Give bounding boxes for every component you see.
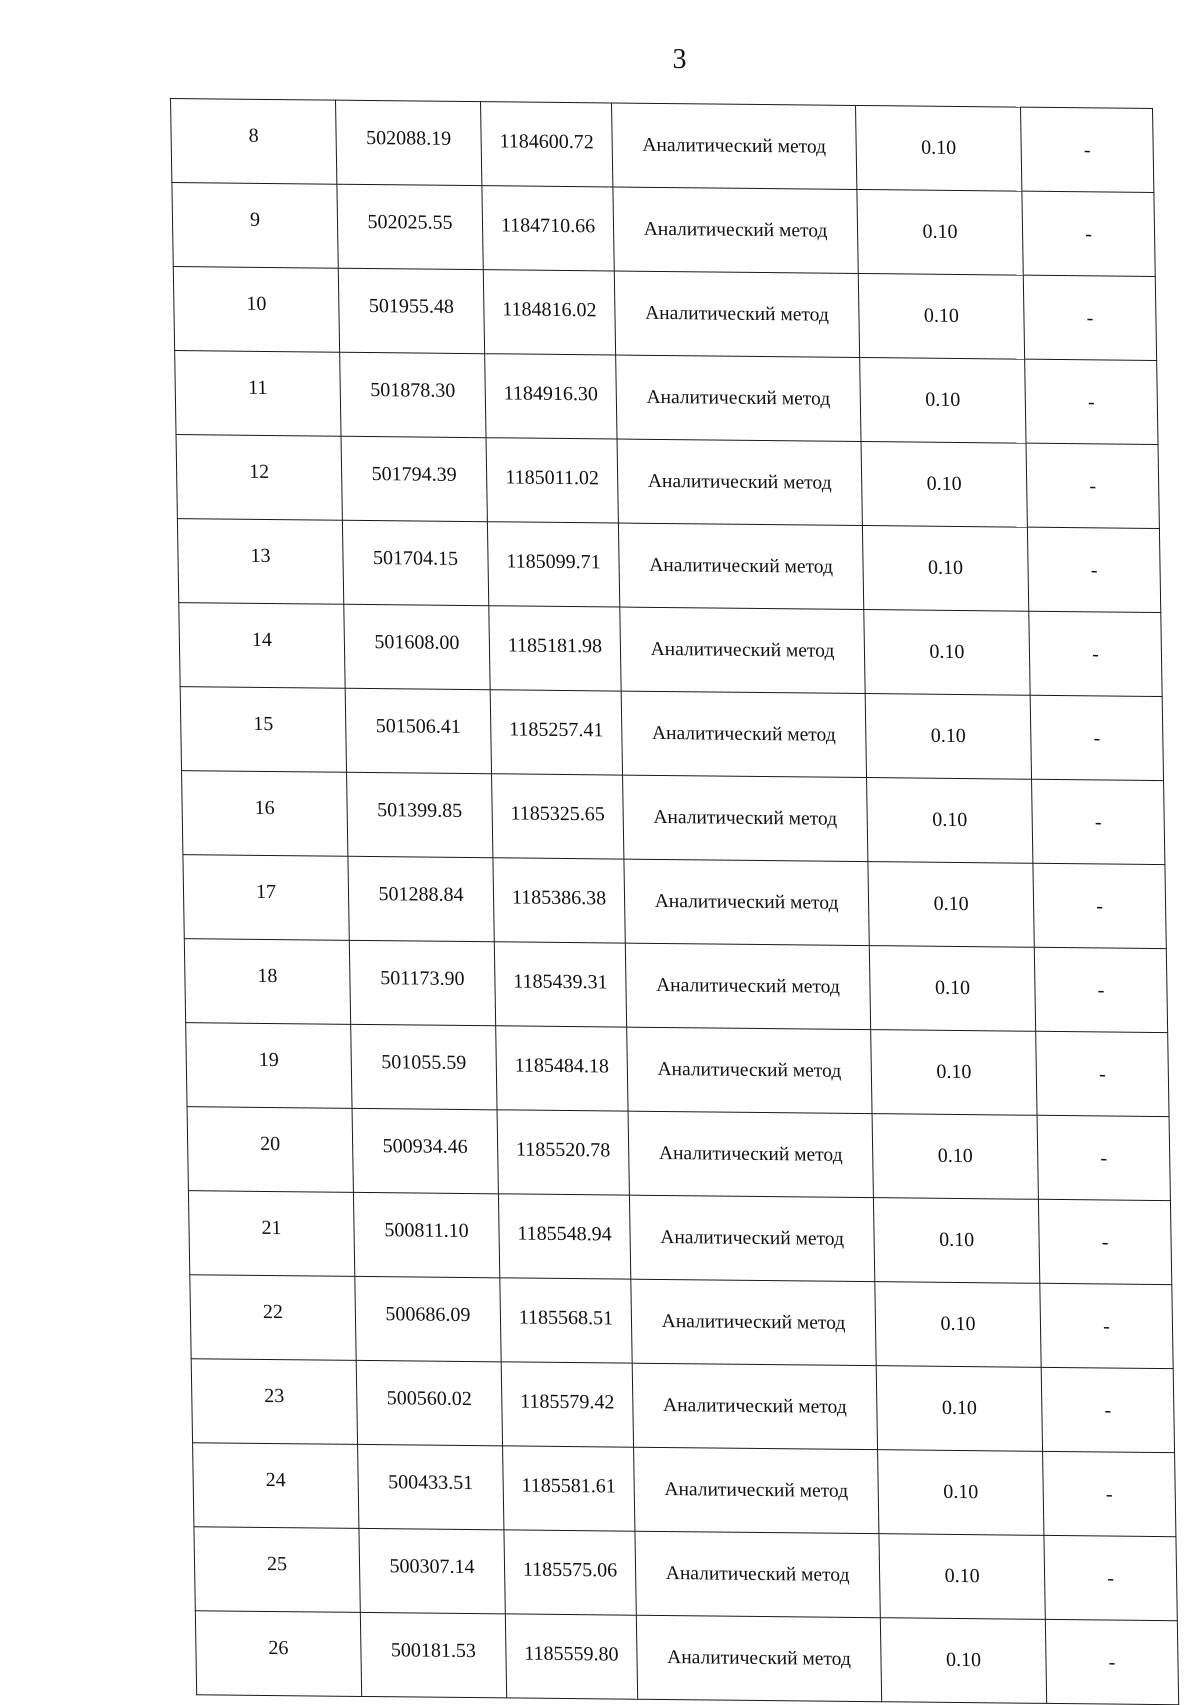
y-coordinate-cell: 1184916.30 <box>485 354 617 439</box>
accuracy-cell: 0.10 <box>878 1450 1044 1536</box>
x-coordinate-cell: 500811.10 <box>353 1192 499 1277</box>
method-cell: Аналитический метод <box>628 1111 873 1197</box>
point-number-cell: 8 <box>171 99 337 185</box>
note-cell: - <box>1044 1535 1177 1620</box>
point-number-cell: 22 <box>190 1275 356 1361</box>
coordinates-table <box>170 98 1179 1705</box>
note-cell: - <box>1043 1451 1176 1536</box>
table-row <box>182 771 1165 865</box>
table-row <box>183 855 1166 949</box>
y-coordinate-cell: 1185011.02 <box>486 438 618 523</box>
y-coordinate-cell: 1185548.94 <box>498 1194 630 1279</box>
y-coordinate-cell: 1184600.72 <box>481 102 613 187</box>
table-row <box>180 687 1163 781</box>
method-cell: Аналитический метод <box>627 1027 872 1113</box>
note-cell: - <box>1025 359 1158 444</box>
y-coordinate-cell: 1185520.78 <box>497 1110 629 1195</box>
y-coordinate-cell: 1185484.18 <box>496 1026 628 1111</box>
note-cell: - <box>1030 695 1163 780</box>
point-number-cell: 19 <box>186 1023 352 1109</box>
point-number-cell: 13 <box>177 519 343 605</box>
note-cell: - <box>1040 1283 1173 1368</box>
table-row <box>177 519 1160 613</box>
accuracy-cell: 0.10 <box>873 1198 1039 1284</box>
accuracy-cell: 0.10 <box>857 189 1023 275</box>
table-row <box>187 1107 1170 1201</box>
y-coordinate-cell: 1185568.51 <box>500 1278 632 1363</box>
x-coordinate-cell: 501055.59 <box>351 1024 497 1109</box>
x-coordinate-cell: 501794.39 <box>341 436 487 521</box>
y-coordinate-cell: 1185579.42 <box>501 1362 633 1447</box>
y-coordinate-cell: 1185325.65 <box>492 774 624 859</box>
table-row <box>173 267 1156 361</box>
x-coordinate-cell: 501506.41 <box>345 688 491 773</box>
table-row <box>176 435 1159 529</box>
point-number-cell: 18 <box>184 939 350 1025</box>
x-coordinate-cell: 501173.90 <box>349 940 495 1025</box>
method-cell: Аналитический метод <box>632 1363 877 1449</box>
table-row <box>191 1359 1174 1453</box>
x-coordinate-cell: 501704.15 <box>342 520 488 605</box>
note-cell: - <box>1027 527 1160 612</box>
y-coordinate-cell: 1184816.02 <box>483 270 615 355</box>
table-row <box>195 1611 1178 1705</box>
point-number-cell: 26 <box>195 1611 361 1697</box>
note-cell: - <box>1036 1031 1169 1116</box>
table-row <box>179 603 1162 697</box>
note-cell: - <box>1026 443 1159 528</box>
table-row <box>184 939 1167 1033</box>
method-cell: Аналитический метод <box>631 1279 876 1365</box>
table-row <box>193 1443 1176 1537</box>
method-cell: Аналитический метод <box>613 187 858 273</box>
x-coordinate-cell: 501878.30 <box>340 352 486 437</box>
x-coordinate-cell: 500686.09 <box>355 1276 501 1361</box>
accuracy-cell: 0.10 <box>872 1114 1038 1200</box>
note-cell: - <box>1041 1367 1174 1452</box>
note-cell: - <box>1029 611 1162 696</box>
y-coordinate-cell: 1185257.41 <box>490 690 622 775</box>
method-cell: Аналитический метод <box>621 691 866 777</box>
accuracy-cell: 0.10 <box>858 273 1024 359</box>
y-coordinate-cell: 1185386.38 <box>493 858 625 943</box>
accuracy-cell: 0.10 <box>876 1366 1042 1452</box>
method-cell: Аналитический метод <box>635 1531 880 1617</box>
x-coordinate-cell: 500433.51 <box>358 1444 504 1529</box>
method-cell: Аналитический метод <box>623 775 868 861</box>
note-cell: - <box>1021 107 1154 192</box>
table-row <box>194 1527 1177 1621</box>
point-number-cell: 15 <box>180 687 346 773</box>
point-number-cell: 25 <box>194 1527 360 1613</box>
coordinates-table-body <box>171 99 1179 1705</box>
accuracy-cell: 0.10 <box>860 357 1026 443</box>
accuracy-cell: 0.10 <box>875 1282 1041 1368</box>
method-cell: Аналитический метод <box>618 523 863 609</box>
point-number-cell: 23 <box>191 1359 357 1445</box>
accuracy-cell: 0.10 <box>879 1534 1045 1620</box>
method-cell: Аналитический метод <box>612 103 857 189</box>
x-coordinate-cell: 501955.48 <box>338 268 484 353</box>
accuracy-cell: 0.10 <box>862 526 1028 612</box>
y-coordinate-cell: 1185439.31 <box>494 942 626 1027</box>
x-coordinate-cell: 501288.84 <box>348 856 494 941</box>
page-number: 3 <box>672 44 688 75</box>
x-coordinate-cell: 500181.53 <box>360 1612 506 1697</box>
accuracy-cell: 0.10 <box>867 778 1033 864</box>
method-cell: Аналитический метод <box>629 1195 874 1281</box>
point-number-cell: 10 <box>173 267 339 353</box>
x-coordinate-cell: 500560.02 <box>356 1360 502 1445</box>
coordinates-table-wrapper <box>170 98 1172 1705</box>
accuracy-cell: 0.10 <box>865 694 1031 780</box>
point-number-cell: 11 <box>175 351 341 437</box>
method-cell: Аналитический метод <box>614 271 859 357</box>
x-coordinate-cell: 501608.00 <box>344 604 490 689</box>
note-cell: - <box>1023 275 1156 360</box>
accuracy-cell: 0.10 <box>869 946 1035 1032</box>
note-cell: - <box>1037 1115 1170 1200</box>
note-cell: - <box>1032 779 1165 864</box>
note-cell: - <box>1045 1619 1178 1704</box>
y-coordinate-cell: 1184710.66 <box>482 186 614 271</box>
x-coordinate-cell: 500934.46 <box>352 1108 498 1193</box>
point-number-cell: 21 <box>188 1191 354 1277</box>
y-coordinate-cell: 1185099.71 <box>487 522 619 607</box>
table-row <box>171 99 1154 193</box>
method-cell: Аналитический метод <box>624 859 869 945</box>
table-row <box>172 183 1155 277</box>
y-coordinate-cell: 1185181.98 <box>489 606 621 691</box>
table-row <box>190 1275 1173 1369</box>
table-row <box>186 1023 1169 1117</box>
y-coordinate-cell: 1185559.80 <box>505 1614 637 1699</box>
accuracy-cell: 0.10 <box>868 862 1034 948</box>
accuracy-cell: 0.10 <box>856 105 1022 191</box>
method-cell: Аналитический метод <box>636 1615 881 1701</box>
point-number-cell: 12 <box>176 435 342 521</box>
note-cell: - <box>1038 1199 1171 1284</box>
note-cell: - <box>1033 863 1166 948</box>
y-coordinate-cell: 1185575.06 <box>504 1530 636 1615</box>
accuracy-cell: 0.10 <box>864 610 1030 696</box>
point-number-cell: 16 <box>182 771 348 857</box>
table-row <box>175 351 1158 445</box>
x-coordinate-cell: 501399.85 <box>347 772 493 857</box>
table-row <box>188 1191 1171 1285</box>
point-number-cell: 20 <box>187 1107 353 1193</box>
x-coordinate-cell: 500307.14 <box>359 1528 505 1613</box>
y-coordinate-cell: 1185581.61 <box>503 1446 635 1531</box>
point-number-cell: 24 <box>193 1443 359 1529</box>
accuracy-cell: 0.10 <box>871 1030 1037 1116</box>
note-cell: - <box>1034 947 1167 1032</box>
x-coordinate-cell: 502088.19 <box>336 100 482 185</box>
x-coordinate-cell: 502025.55 <box>337 184 483 269</box>
method-cell: Аналитический метод <box>617 439 862 525</box>
note-cell: - <box>1022 191 1155 276</box>
point-number-cell: 14 <box>179 603 345 689</box>
accuracy-cell: 0.10 <box>861 441 1027 527</box>
method-cell: Аналитический метод <box>625 943 870 1029</box>
method-cell: Аналитический метод <box>616 355 861 441</box>
point-number-cell: 9 <box>172 183 338 269</box>
accuracy-cell: 0.10 <box>880 1618 1046 1704</box>
point-number-cell: 17 <box>183 855 349 941</box>
method-cell: Аналитический метод <box>620 607 865 693</box>
method-cell: Аналитический метод <box>634 1447 879 1533</box>
